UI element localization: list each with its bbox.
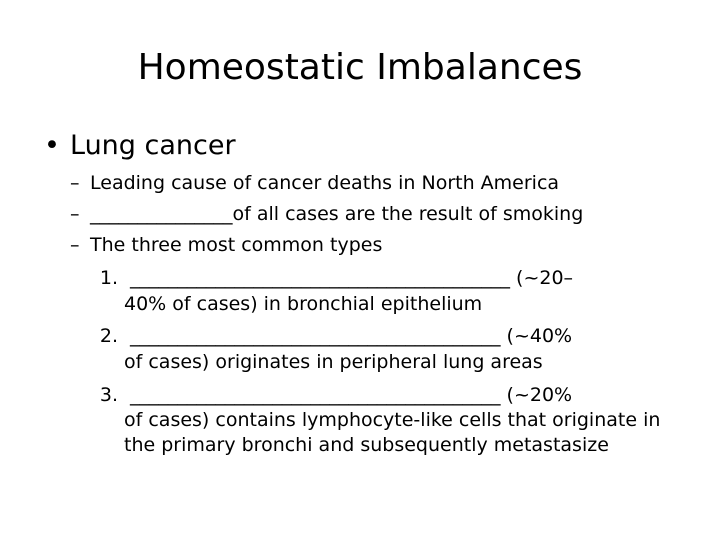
type-1-line-2: 40% of cases) in bronchial epithelium [124, 293, 483, 315]
type-1-line-1: ________________________________________ (~20– [130, 267, 574, 289]
subbullet-1 [70, 170, 559, 196]
type-3-line-1: _______________________________________ (~20% [130, 384, 573, 406]
type-3-line-3: the primary bronchi and subsequently metastasize [124, 434, 609, 456]
slide-title: Homeostatic Imbalances [137, 47, 583, 88]
bullet-marker: • [44, 130, 60, 161]
subbullet-text: _______________of all cases are the result of smoking [90, 203, 584, 225]
subbullet-text: The three most common types [90, 234, 383, 256]
bullet-lung-cancer [44, 126, 236, 166]
type-2-line-1: _______________________________________ (~40% [130, 325, 573, 347]
subbullet-text: Leading cause of cancer deaths in North America [90, 172, 560, 194]
subbullet-marker: – [70, 172, 80, 194]
subbullet-marker: – [70, 203, 80, 225]
type-number: 3. [99, 384, 118, 406]
subbullet-2 [70, 201, 583, 227]
type-number: 1. [99, 267, 118, 289]
type-2-line-2: of cases) originates in peripheral lung areas [124, 351, 543, 373]
subbullet-marker: – [70, 234, 80, 256]
subbullet-3 [70, 232, 382, 258]
bullet-text: Lung cancer [70, 130, 236, 161]
type-number: 2. [99, 325, 118, 347]
type-3-line-2: of cases) contains lymphocyte-like cells that originate in [124, 409, 661, 431]
